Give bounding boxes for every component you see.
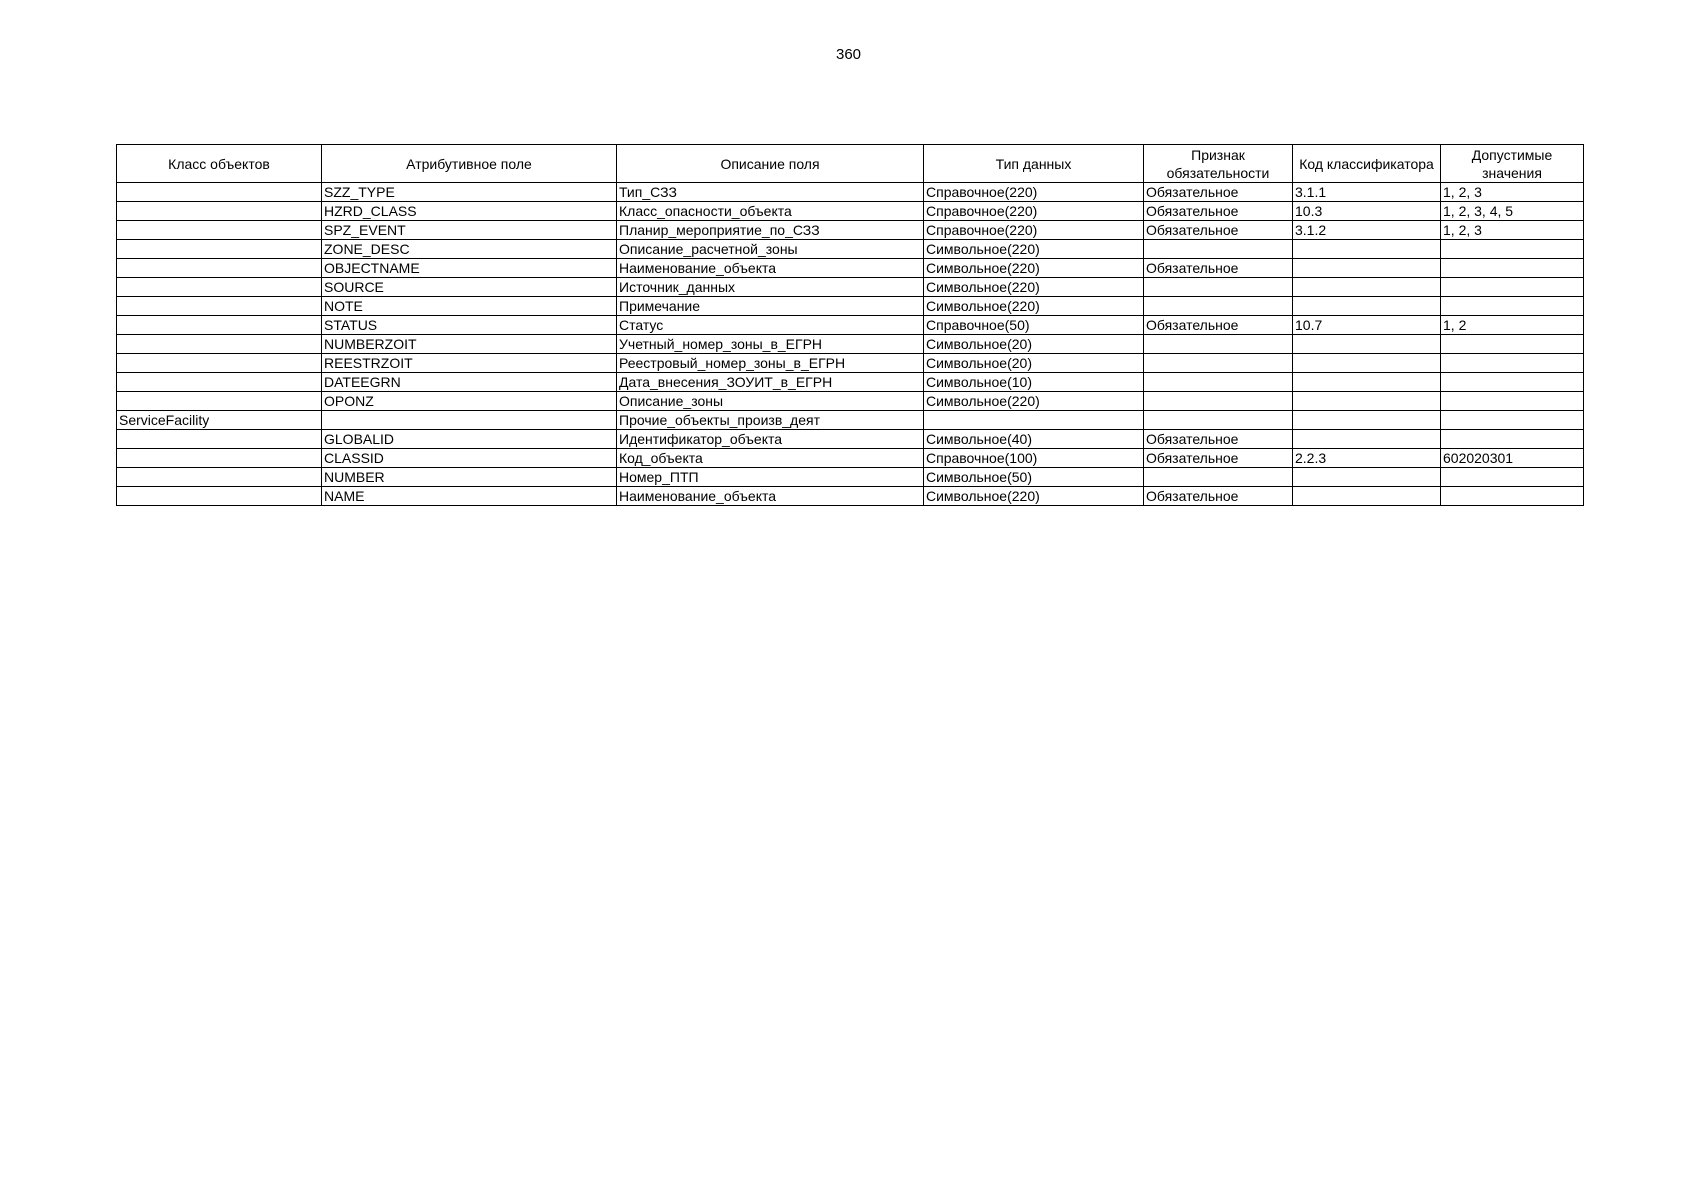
header-data-type: Тип данных	[924, 145, 1144, 183]
cell-data-type: Символьное(10)	[924, 373, 1144, 392]
table-row	[117, 430, 1584, 449]
cell-field-description: Наименование_объекта	[617, 259, 924, 278]
page-number: 360	[835, 46, 862, 63]
cell-object-class	[117, 430, 322, 449]
cell-data-type: Символьное(50)	[924, 468, 1144, 487]
cell-mandatory-flag	[1144, 392, 1293, 411]
cell-allowed-values: 1, 2, 3	[1441, 183, 1584, 202]
cell-data-type: Символьное(220)	[924, 259, 1144, 278]
cell-mandatory-flag	[1144, 354, 1293, 373]
attribute-table	[116, 144, 1584, 506]
cell-field-description: Учетный_номер_зоны_в_ЕГРН	[617, 335, 924, 354]
cell-allowed-values: 1, 2	[1441, 316, 1584, 335]
cell-allowed-values	[1441, 335, 1584, 354]
cell-data-type: Символьное(20)	[924, 335, 1144, 354]
cell-object-class	[117, 354, 322, 373]
cell-classifier-code: 10.3	[1293, 202, 1441, 221]
cell-object-class: ServiceFacility	[117, 411, 322, 430]
cell-classifier-code	[1293, 468, 1441, 487]
cell-data-type: Символьное(20)	[924, 354, 1144, 373]
cell-data-type: Справочное(50)	[924, 316, 1144, 335]
cell-mandatory-flag: Обязательное	[1144, 183, 1293, 202]
table-row	[117, 335, 1584, 354]
cell-data-type: Символьное(220)	[924, 392, 1144, 411]
table-row	[117, 449, 1584, 468]
cell-allowed-values	[1441, 373, 1584, 392]
cell-field-description: Описание_расчетной_зоны	[617, 240, 924, 259]
cell-classifier-code	[1293, 392, 1441, 411]
table-row	[117, 240, 1584, 259]
cell-field-description: Статус	[617, 316, 924, 335]
cell-data-type: Символьное(220)	[924, 240, 1144, 259]
cell-classifier-code: 10.7	[1293, 316, 1441, 335]
cell-attribute-field: NAME	[322, 487, 617, 506]
table-row	[117, 278, 1584, 297]
cell-field-description: Идентификатор_объекта	[617, 430, 924, 449]
table-row	[117, 487, 1584, 506]
cell-allowed-values: 602020301	[1441, 449, 1584, 468]
cell-mandatory-flag: Обязательное	[1144, 316, 1293, 335]
header-object-class: Класс объектов	[117, 145, 322, 183]
cell-object-class	[117, 202, 322, 221]
cell-attribute-field: SPZ_EVENT	[322, 221, 617, 240]
cell-attribute-field: NUMBER	[322, 468, 617, 487]
cell-attribute-field: HZRD_CLASS	[322, 202, 617, 221]
cell-data-type: Символьное(220)	[924, 487, 1144, 506]
table-row	[117, 183, 1584, 202]
cell-classifier-code	[1293, 297, 1441, 316]
cell-field-description: Тип_СЗЗ	[617, 183, 924, 202]
cell-mandatory-flag: Обязательное	[1144, 430, 1293, 449]
table-row	[117, 297, 1584, 316]
cell-field-description: Реестровый_номер_зоны_в_ЕГРН	[617, 354, 924, 373]
cell-field-description: Примечание	[617, 297, 924, 316]
cell-attribute-field: SZZ_TYPE	[322, 183, 617, 202]
cell-mandatory-flag	[1144, 468, 1293, 487]
cell-classifier-code: 3.1.1	[1293, 183, 1441, 202]
cell-attribute-field: REESTRZOIT	[322, 354, 617, 373]
cell-field-description: Код_объекта	[617, 449, 924, 468]
cell-classifier-code	[1293, 430, 1441, 449]
cell-classifier-code	[1293, 373, 1441, 392]
cell-data-type: Справочное(100)	[924, 449, 1144, 468]
cell-field-description: Источник_данных	[617, 278, 924, 297]
cell-classifier-code	[1293, 240, 1441, 259]
cell-object-class	[117, 449, 322, 468]
cell-allowed-values	[1441, 297, 1584, 316]
cell-classifier-code	[1293, 411, 1441, 430]
cell-data-type: Символьное(40)	[924, 430, 1144, 449]
cell-object-class	[117, 373, 322, 392]
header-field-description: Описание поля	[617, 145, 924, 183]
cell-object-class	[117, 297, 322, 316]
table-row	[117, 392, 1584, 411]
cell-attribute-field: GLOBALID	[322, 430, 617, 449]
cell-mandatory-flag	[1144, 411, 1293, 430]
cell-field-description: Класс_опасности_объекта	[617, 202, 924, 221]
header-allowed-values: Допустимые значения	[1441, 145, 1584, 183]
cell-classifier-code	[1293, 487, 1441, 506]
cell-allowed-values	[1441, 411, 1584, 430]
cell-attribute-field: CLASSID	[322, 449, 617, 468]
cell-mandatory-flag: Обязательное	[1144, 221, 1293, 240]
cell-object-class	[117, 240, 322, 259]
cell-allowed-values	[1441, 354, 1584, 373]
header-classifier-code: Код классификатора	[1293, 145, 1441, 183]
cell-classifier-code	[1293, 335, 1441, 354]
table-row	[117, 221, 1584, 240]
table-row	[117, 259, 1584, 278]
cell-attribute-field: STATUS	[322, 316, 617, 335]
cell-field-description: Планир_мероприятие_по_СЗЗ	[617, 221, 924, 240]
cell-object-class	[117, 259, 322, 278]
cell-data-type: Справочное(220)	[924, 202, 1144, 221]
cell-mandatory-flag: Обязательное	[1144, 449, 1293, 468]
cell-allowed-values: 1, 2, 3, 4, 5	[1441, 202, 1584, 221]
cell-field-description: Номер_ПТП	[617, 468, 924, 487]
cell-object-class	[117, 278, 322, 297]
cell-attribute-field: NUMBERZOIT	[322, 335, 617, 354]
cell-classifier-code	[1293, 259, 1441, 278]
cell-allowed-values	[1441, 487, 1584, 506]
cell-classifier-code	[1293, 278, 1441, 297]
cell-mandatory-flag	[1144, 335, 1293, 354]
cell-object-class	[117, 392, 322, 411]
cell-data-type: Справочное(220)	[924, 221, 1144, 240]
cell-mandatory-flag	[1144, 297, 1293, 316]
table-body	[117, 183, 1584, 506]
cell-field-description: Наименование_объекта	[617, 487, 924, 506]
cell-allowed-values	[1441, 240, 1584, 259]
cell-object-class	[117, 221, 322, 240]
cell-data-type: Символьное(220)	[924, 278, 1144, 297]
cell-attribute-field: ZONE_DESC	[322, 240, 617, 259]
cell-allowed-values	[1441, 468, 1584, 487]
cell-allowed-values	[1441, 259, 1584, 278]
cell-attribute-field: OBJECTNAME	[322, 259, 617, 278]
cell-field-description: Описание_зоны	[617, 392, 924, 411]
cell-allowed-values: 1, 2, 3	[1441, 221, 1584, 240]
header-attribute-field: Атрибутивное поле	[322, 145, 617, 183]
cell-classifier-code: 3.1.2	[1293, 221, 1441, 240]
cell-data-type: Символьное(220)	[924, 297, 1144, 316]
cell-mandatory-flag	[1144, 278, 1293, 297]
cell-field-description: Дата_внесения_ЗОУИТ_в_ЕГРН	[617, 373, 924, 392]
cell-mandatory-flag: Обязательное	[1144, 202, 1293, 221]
cell-allowed-values	[1441, 430, 1584, 449]
table-row	[117, 373, 1584, 392]
cell-attribute-field: SOURCE	[322, 278, 617, 297]
cell-mandatory-flag: Обязательное	[1144, 259, 1293, 278]
cell-mandatory-flag	[1144, 373, 1293, 392]
cell-object-class	[117, 335, 322, 354]
cell-mandatory-flag	[1144, 240, 1293, 259]
table-row	[117, 468, 1584, 487]
cell-data-type: Справочное(220)	[924, 183, 1144, 202]
cell-attribute-field: DATEEGRN	[322, 373, 617, 392]
cell-object-class	[117, 316, 322, 335]
cell-classifier-code	[1293, 354, 1441, 373]
table-row	[117, 354, 1584, 373]
cell-allowed-values	[1441, 392, 1584, 411]
cell-field-description: Прочие_объекты_произв_деят	[617, 411, 924, 430]
cell-attribute-field: NOTE	[322, 297, 617, 316]
cell-object-class	[117, 487, 322, 506]
header-mandatory-flag: Признак обязательности	[1144, 145, 1293, 183]
cell-mandatory-flag: Обязательное	[1144, 487, 1293, 506]
cell-allowed-values	[1441, 278, 1584, 297]
table-row	[117, 411, 1584, 430]
cell-classifier-code: 2.2.3	[1293, 449, 1441, 468]
cell-data-type	[924, 411, 1144, 430]
cell-attribute-field	[322, 411, 617, 430]
header-row	[117, 145, 1584, 183]
table-header	[117, 145, 1584, 183]
cell-object-class	[117, 183, 322, 202]
cell-object-class	[117, 468, 322, 487]
table-row	[117, 316, 1584, 335]
cell-attribute-field: OPONZ	[322, 392, 617, 411]
table-row	[117, 202, 1584, 221]
